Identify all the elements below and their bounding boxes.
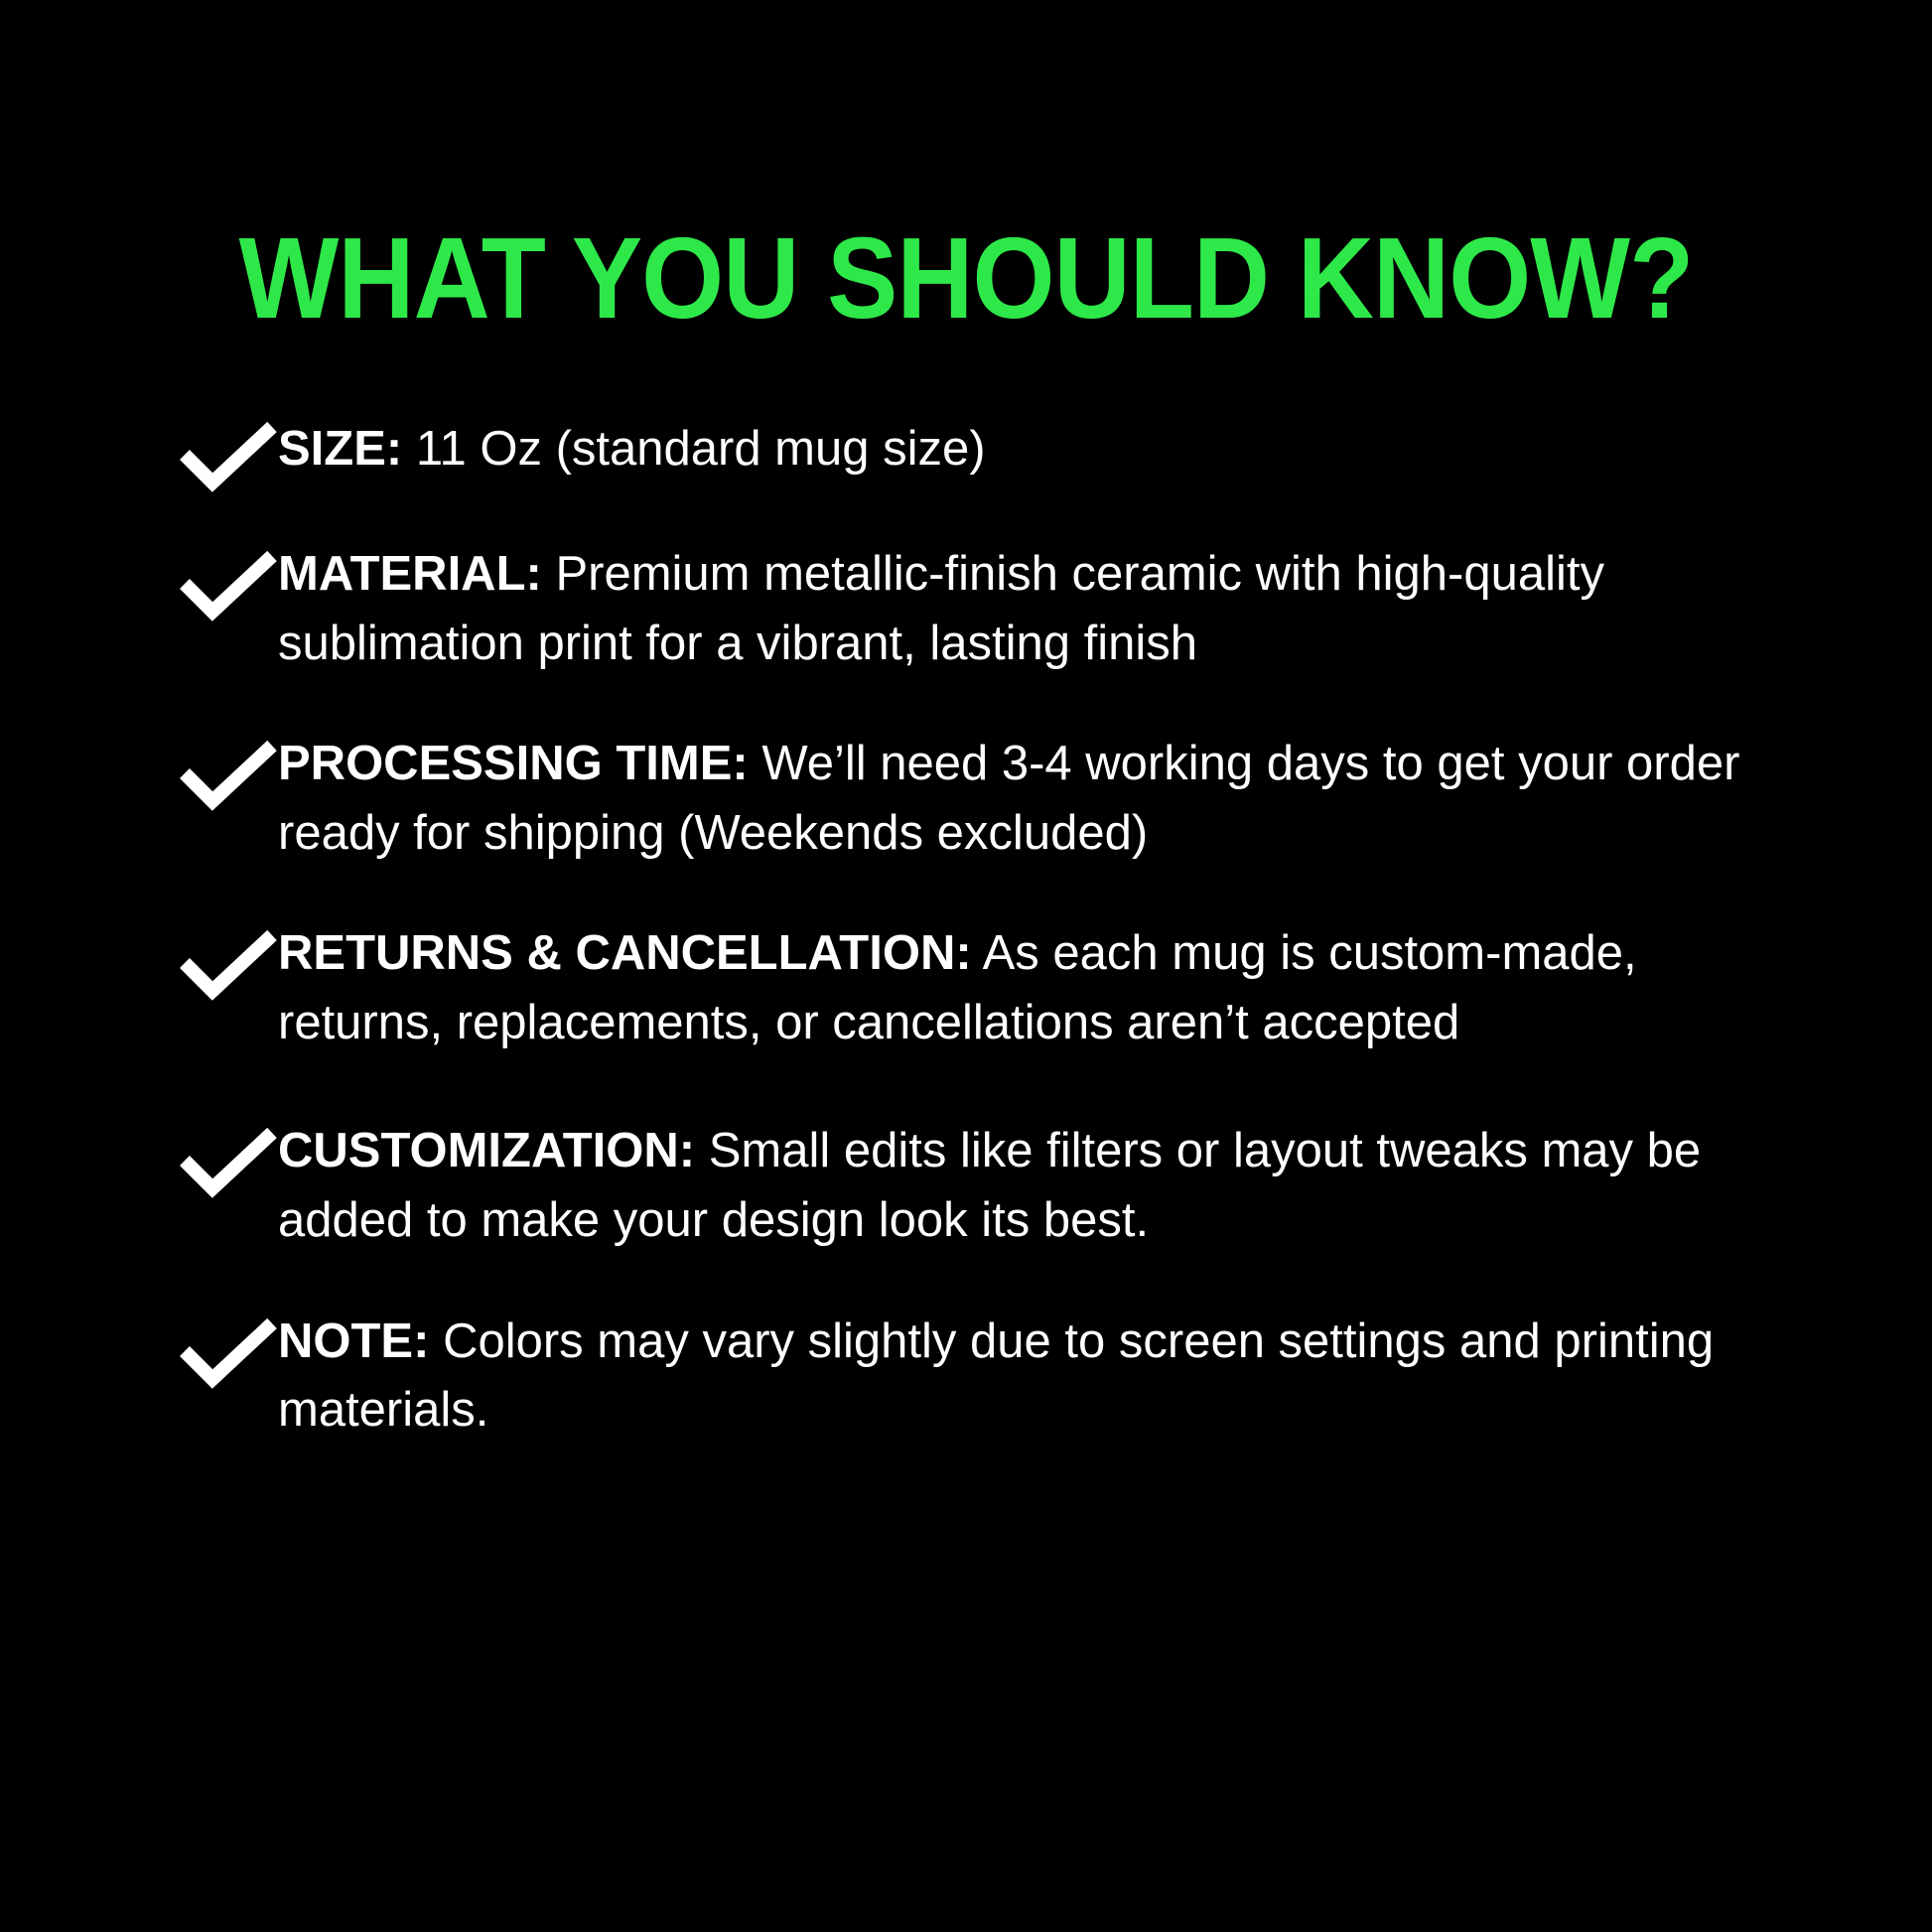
page-title: WHAT YOU SHOULD KNOW? [238, 213, 1694, 343]
list-item-body: Small edits like filters or layout tweaks may be added to make your design look its best. [278, 1124, 1702, 1248]
list-item-text [278, 1308, 1813, 1446]
list-item [179, 411, 1813, 496]
checkmark-icon [179, 1308, 278, 1393]
list-item-text [278, 919, 1813, 1057]
list-item-body: Premium metallic-finish ceramic with high-quality sublimation print for a vibrant, lasting finish [278, 547, 1604, 670]
list-item-text [278, 415, 1813, 484]
list-item-text [278, 540, 1813, 678]
checkmark-icon [179, 411, 278, 496]
list-item-body: Colors may vary slightly due to screen settings and printing materials. [278, 1313, 1715, 1438]
checkmark-icon [179, 1117, 278, 1202]
list-item-body: As each mug is custom-made, returns, replacements, or cancellations aren’t accepted [278, 926, 1637, 1049]
list-item-label: SIZE: [278, 422, 403, 476]
list-item [179, 1308, 1813, 1446]
list-item-label: PROCESSING TIME: [278, 737, 749, 791]
list-item-label: NOTE: [278, 1313, 430, 1368]
list-item-label: MATERIAL: [278, 547, 542, 601]
list-item-text [278, 730, 1813, 868]
list-item-body: 11 Oz (standard mug size) [415, 422, 986, 476]
checkmark-icon [179, 919, 278, 1005]
list-item [179, 1117, 1813, 1255]
list-item-label: CUSTOMIZATION: [278, 1124, 696, 1178]
checkmark-icon [179, 540, 278, 625]
list-item-text [278, 1117, 1813, 1255]
list-item [179, 540, 1813, 678]
info-list [0, 411, 1932, 1446]
list-item-body: We’ll need 3-4 working days to get your order ready for shipping (Weekends excluded) [278, 737, 1740, 860]
list-item-label: RETURNS & CANCELLATION: [278, 926, 972, 981]
list-item [179, 730, 1813, 868]
checkmark-icon [179, 730, 278, 815]
list-item [179, 919, 1813, 1057]
